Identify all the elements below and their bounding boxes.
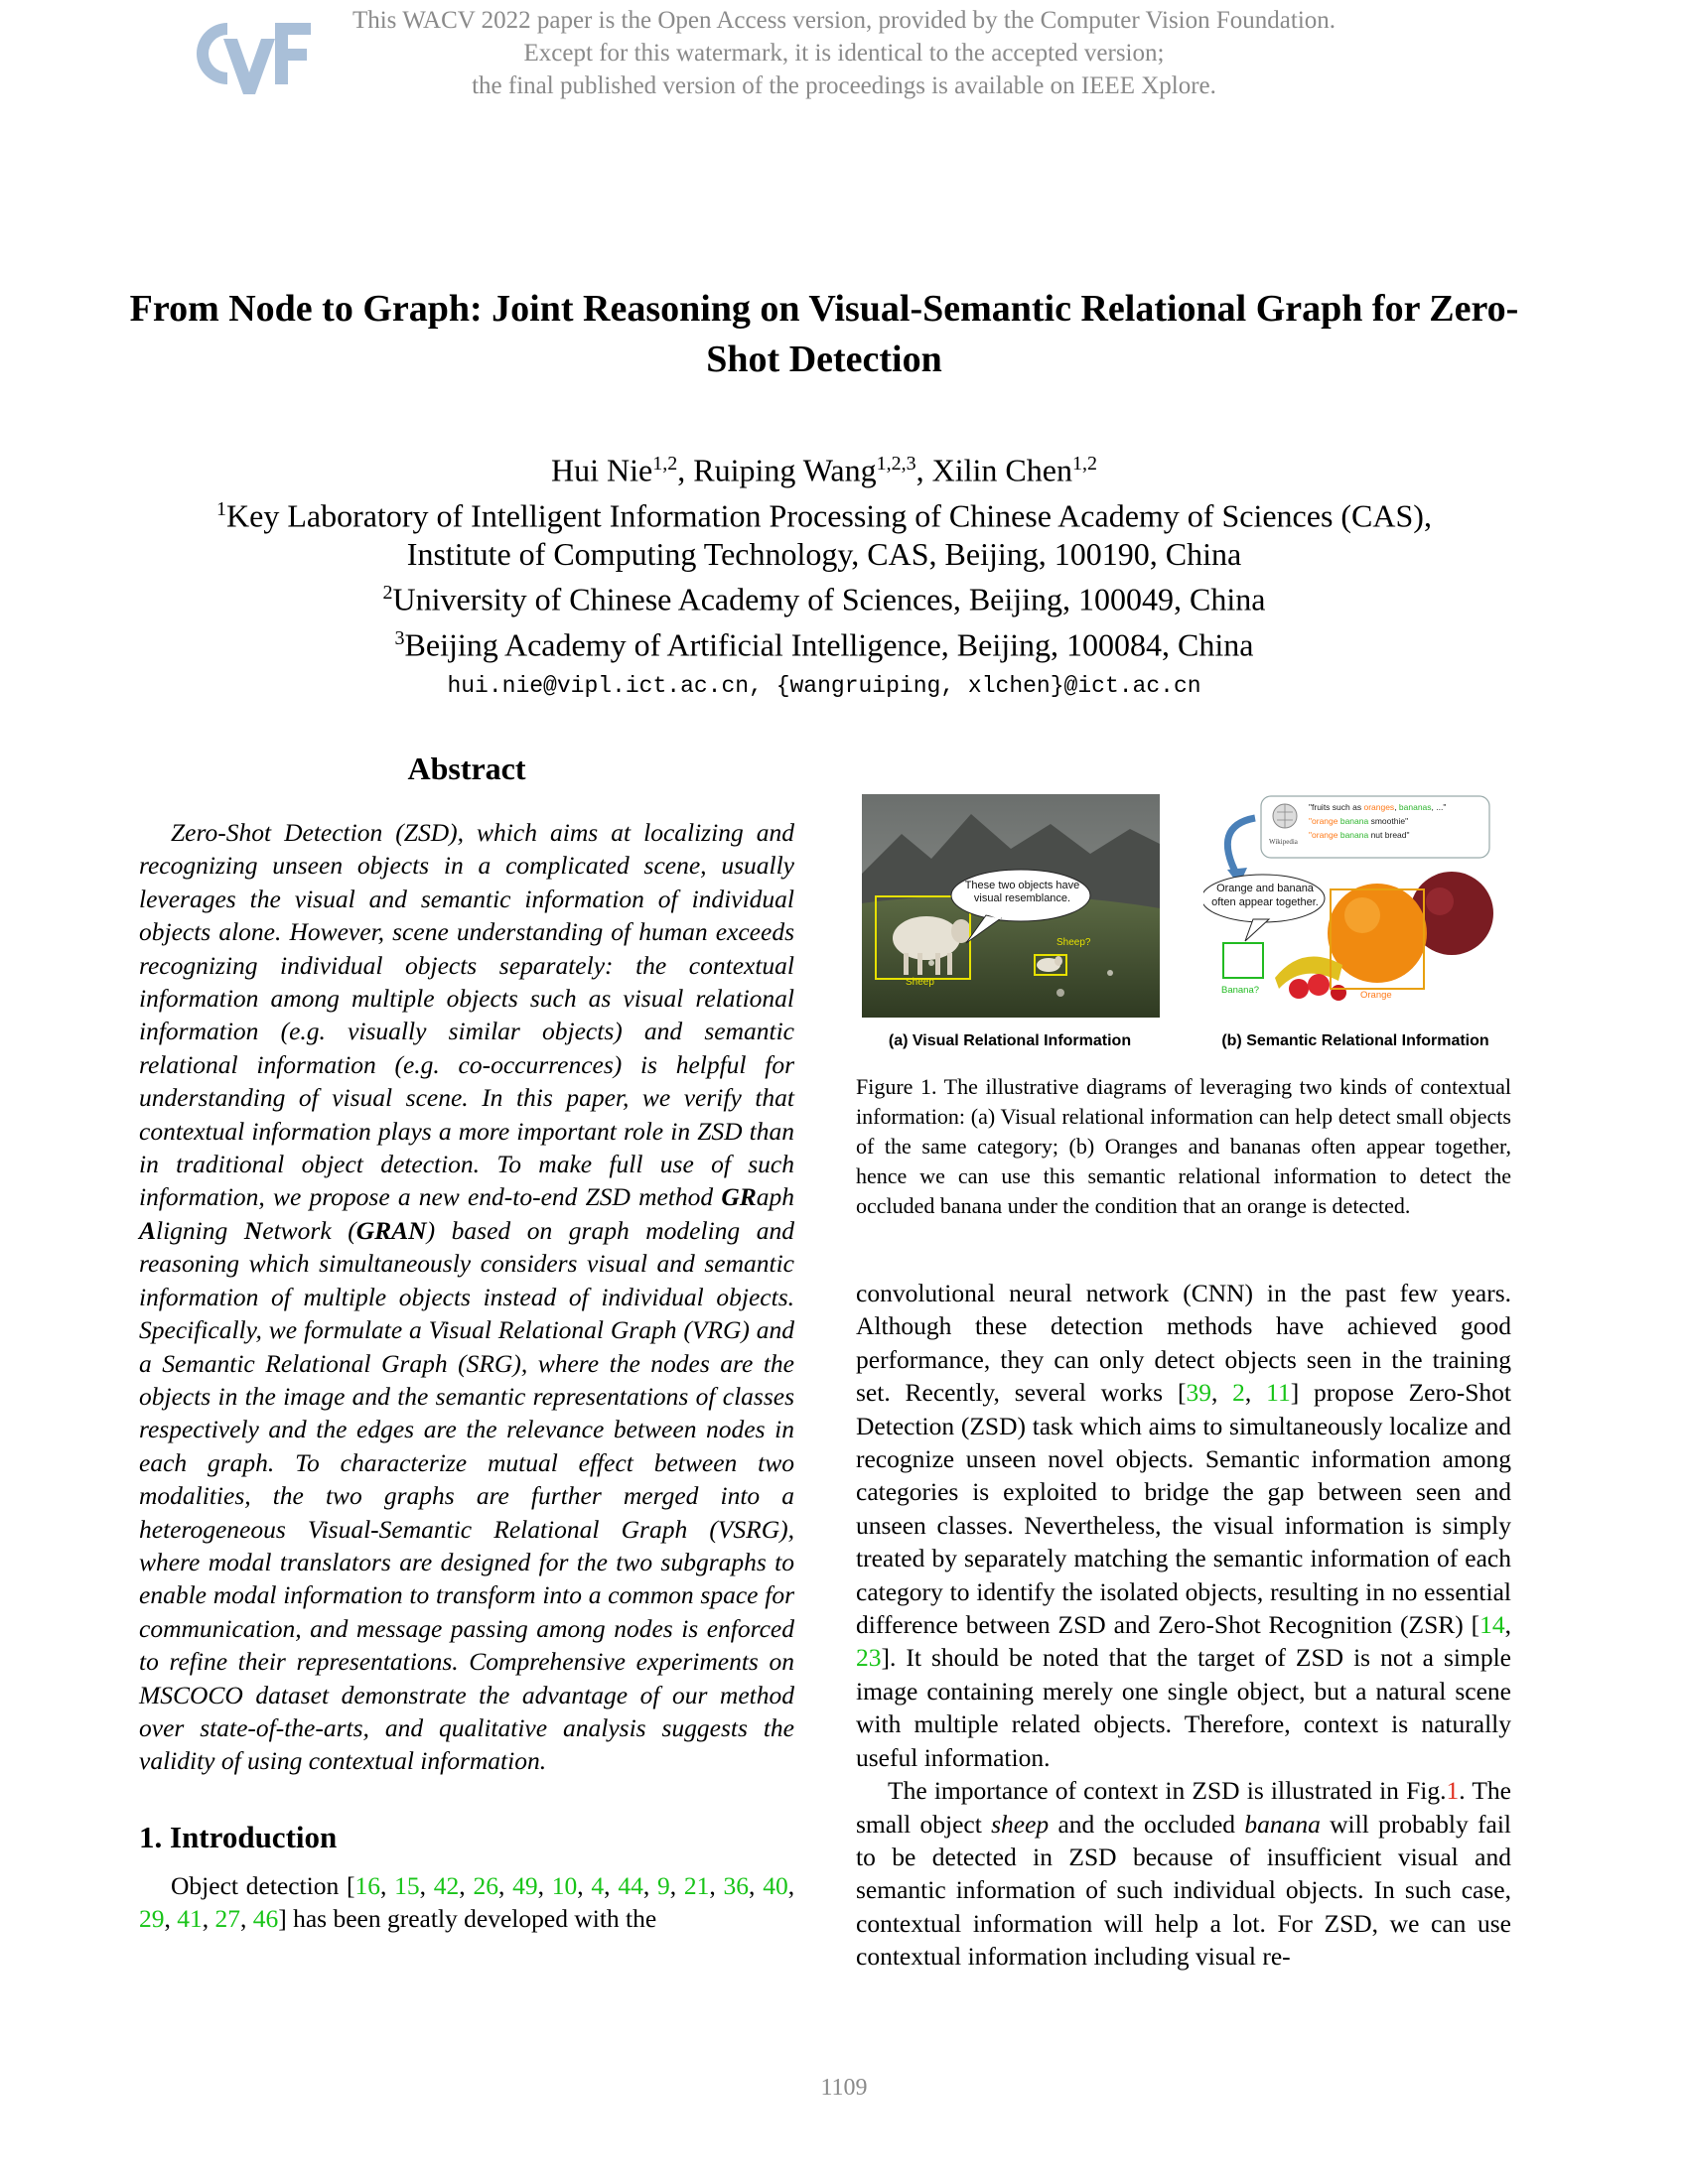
wikipedia-card xyxy=(1261,796,1489,858)
affiliation: $^1$Key Laboratory of Intelligent Information Processing of Chinese Academy of Sciences (CAS), xyxy=(216,497,1432,534)
author-sup: 1,2,3 xyxy=(876,453,916,475)
subcaption-a: (a) Visual Relational Information xyxy=(888,1032,1132,1049)
page-number: 1109 xyxy=(820,2075,868,2101)
citation-link[interactable]: 40 xyxy=(763,1870,788,1900)
citation-list: 16, 15, 42, 26, 49, 10, 4, 44, 9, 21, 36, 40, 29, 41, 27, 46 xyxy=(139,1870,795,1934)
author-emails: hui.nie@vipl.ict.ac.cn, {wangruiping, xlchen}@ict.ac.cn xyxy=(447,672,1201,699)
citation-link[interactable]: 29 xyxy=(139,1904,165,1934)
cvf-logo xyxy=(184,15,313,96)
citation-link[interactable]: 2 xyxy=(1232,1378,1245,1408)
sheep-illustration xyxy=(862,794,1160,1018)
wiki-quote-1: "fruits such as oranges, bananas, ..." xyxy=(1309,802,1447,812)
wiki-quote-2: "orange banana smoothie" xyxy=(1309,816,1409,826)
citation-link[interactable]: 11 xyxy=(1266,1378,1291,1408)
paper-title: From Node to Graph: Joint Reasoning on Visual-Semantic Relational Graph for Zero-Shot Detection xyxy=(129,288,1519,380)
figure-1 xyxy=(856,784,1511,1271)
citation-link[interactable]: 36 xyxy=(723,1870,750,1900)
citation-list: 14, 23 xyxy=(856,1610,1511,1673)
citation-link[interactable]: 16 xyxy=(354,1870,380,1900)
author-name: Hui Nie xyxy=(551,452,653,488)
intro-paragraph: Object detection [16, 15, 42, 26, 49, 10, 4, 44, 9, 21, 36, 40, 29, 41, 27, 46] has been greatly developed with the xyxy=(139,1870,795,1934)
author-name: Ruiping Wang xyxy=(693,452,877,488)
right-column-body xyxy=(856,1277,1511,1974)
citation-list: 39, 2, 11 xyxy=(1186,1378,1291,1408)
figure-panel-sheep xyxy=(862,794,1160,1018)
label-sheep: Sheep xyxy=(906,977,934,988)
figure-ref-link[interactable]: 1 xyxy=(1446,1776,1460,1806)
figure-caption: Figure 1. The illustrative diagrams of leveraging two kinds of contextual information: (a) Visual relational information can help detect small objects of the same category; (b) Oranges and bananas often appear together, hence we can use this semantic relational information to detect the occluded banana under the condition that an orange is detected. xyxy=(856,1074,1511,1218)
citation-link[interactable]: 9 xyxy=(656,1870,670,1900)
citation-link[interactable]: 21 xyxy=(683,1870,710,1900)
fruit-illustration xyxy=(1203,794,1501,1018)
affiliation: Institute of Computing Technology, CAS, Beijing, 100190, China xyxy=(406,536,1242,573)
citation-link[interactable]: 27 xyxy=(214,1904,240,1934)
citation-link[interactable]: 46 xyxy=(252,1904,279,1934)
citation-link[interactable]: 41 xyxy=(177,1904,203,1934)
left-column xyxy=(139,749,794,1936)
watermark-line: the final published version of the proceedings is available on IEEE Xplore. xyxy=(472,72,1216,99)
citation-link[interactable]: 23 xyxy=(856,1643,882,1673)
citation-link[interactable]: 26 xyxy=(473,1870,498,1900)
bubble-text-semantic: Orange and banana often appear together. xyxy=(1211,883,1319,908)
affiliation: $^3$Beijing Academy of Artificial Intelligence, Beijing, 100084, China xyxy=(394,626,1254,663)
citation-link[interactable]: 4 xyxy=(591,1870,605,1900)
citation-link[interactable]: 10 xyxy=(551,1870,578,1900)
author-list: Hui Nie$^{1,2}$, Ruiping Wang$^{1,2,3}$, Xilin Chen$^{1,2}$ xyxy=(551,452,1097,488)
author-name: Xilin Chen xyxy=(931,452,1072,488)
subcaption-b: (b) Semantic Relational Information xyxy=(1221,1032,1489,1049)
author-sup: 1,2 xyxy=(1071,453,1097,475)
citation-link[interactable]: 15 xyxy=(394,1870,420,1900)
affiliation: $^2$University of Chinese Academy of Sciences, Beijing, 100049, China xyxy=(382,581,1266,617)
watermark-line: Except for this watermark, it is identical to the accepted version; xyxy=(523,40,1165,67)
citation-link[interactable]: 44 xyxy=(618,1870,643,1900)
intro-paragraph-continued: convolutional neural network (CNN) in the past few years. Although these detection methods have achieved good performance, they can only detect objects seen in the training set. Recently, several works [39, 2, 11] propose Zero-Shot Detection (ZSD) task which aims to simultaneously localize and recognize unseen novel objects. Semantic information among categories is exploited to bridge the gap between seen and unseen classes. Nevertheless, the visual information is simply treated by separately matching the semantic information of each category to identify the isolated objects, resulting in no essential difference between ZSD and Zero-Shot Recognition (ZSR) [14, 23]. It should be noted that the target of ZSD is not a simple image containing merely one single object, but a natural scene with multiple related objects. Therefore, context is naturally useful information. xyxy=(856,1279,1512,1772)
citation-link[interactable]: 49 xyxy=(512,1870,538,1900)
label-banana-question: Banana? xyxy=(1221,985,1260,996)
bubble-text-visual: These two objects have visual resemblance. xyxy=(964,880,1080,904)
label-orange: Orange xyxy=(1360,990,1392,1001)
figure-panel-fruits xyxy=(1203,794,1501,1018)
abstract-heading: Abstract xyxy=(407,751,526,786)
math-banana: banana xyxy=(1244,1809,1321,1839)
watermark-notice xyxy=(338,4,1350,102)
intro-paragraph-context: The importance of context in ZSD is illustrated in Fig.1. The small object sheep and the occluded banana will probably fail to be detected in ZSD because of insufficient visual and semantic information of such individual objects. In such case, contextual information will help a lot. For ZSD, we can use contextual information including visual re- xyxy=(856,1776,1511,1972)
watermark-line: This WACV 2022 paper is the Open Access version, provided by the Computer Vision Foundation. xyxy=(352,7,1336,34)
section-heading-introduction: 1. Introduction xyxy=(139,1819,338,1854)
citation-link[interactable]: 39 xyxy=(1186,1378,1211,1408)
math-sheep: sheep xyxy=(991,1809,1050,1839)
abstract-text: Zero-Shot Detection (ZSD), which aims at localizing and recognizing unseen objects in a complicated scene, usually leverages the visual and semantic information of individual objects alone. However, scene understanding of human exceeds recognizing individual objects separately: the contextual information among multiple objects such as visual relational information (e.g. visually similar objects) and semantic relational information (e.g. co-occurrences) is helpful for understanding of visual scene. In this paper, we verify that contextual information plays a more important role in ZSD than in traditional object detection. To make full use of such information, we propose a new end-to-end ZSD method GRaph Aligning Network (GRAN) based on graph modeling and reasoning which simultaneously considers visual and semantic information of multiple objects instead of individual objects. Specifically, we formulate a Visual Relational Graph (VRG) and a Semantic Relational Graph (SRG), where the nodes are the objects in the image and the semantic representations of classes respectively and the edges are the relevance between nodes in each graph. To characterize mutual effect between two modalities, the two graphs are further merged into a heterogeneous Visual-Semantic Relational Graph (VSRG), where modal translators are designed for the two subgraphs to enable modal information to transform into a common space for communication, and message passing among nodes is enforced to refine their representations. Comprehensive experiments on MSCOCO dataset demonstrate the advantage of our method over state-of-the-arts, and qualitative analysis suggests the validity of using contextual information. xyxy=(139,818,794,1776)
authors-block xyxy=(99,445,1549,703)
citation-link[interactable]: 42 xyxy=(433,1870,460,1900)
label-sheep-question: Sheep? xyxy=(1056,937,1091,948)
wikipedia-label: Wikipedia xyxy=(1269,838,1298,846)
author-sup: 1,2 xyxy=(652,453,678,475)
citation-link[interactable]: 14 xyxy=(1479,1610,1505,1640)
wiki-quote-3: "orange banana nut bread" xyxy=(1309,830,1410,840)
